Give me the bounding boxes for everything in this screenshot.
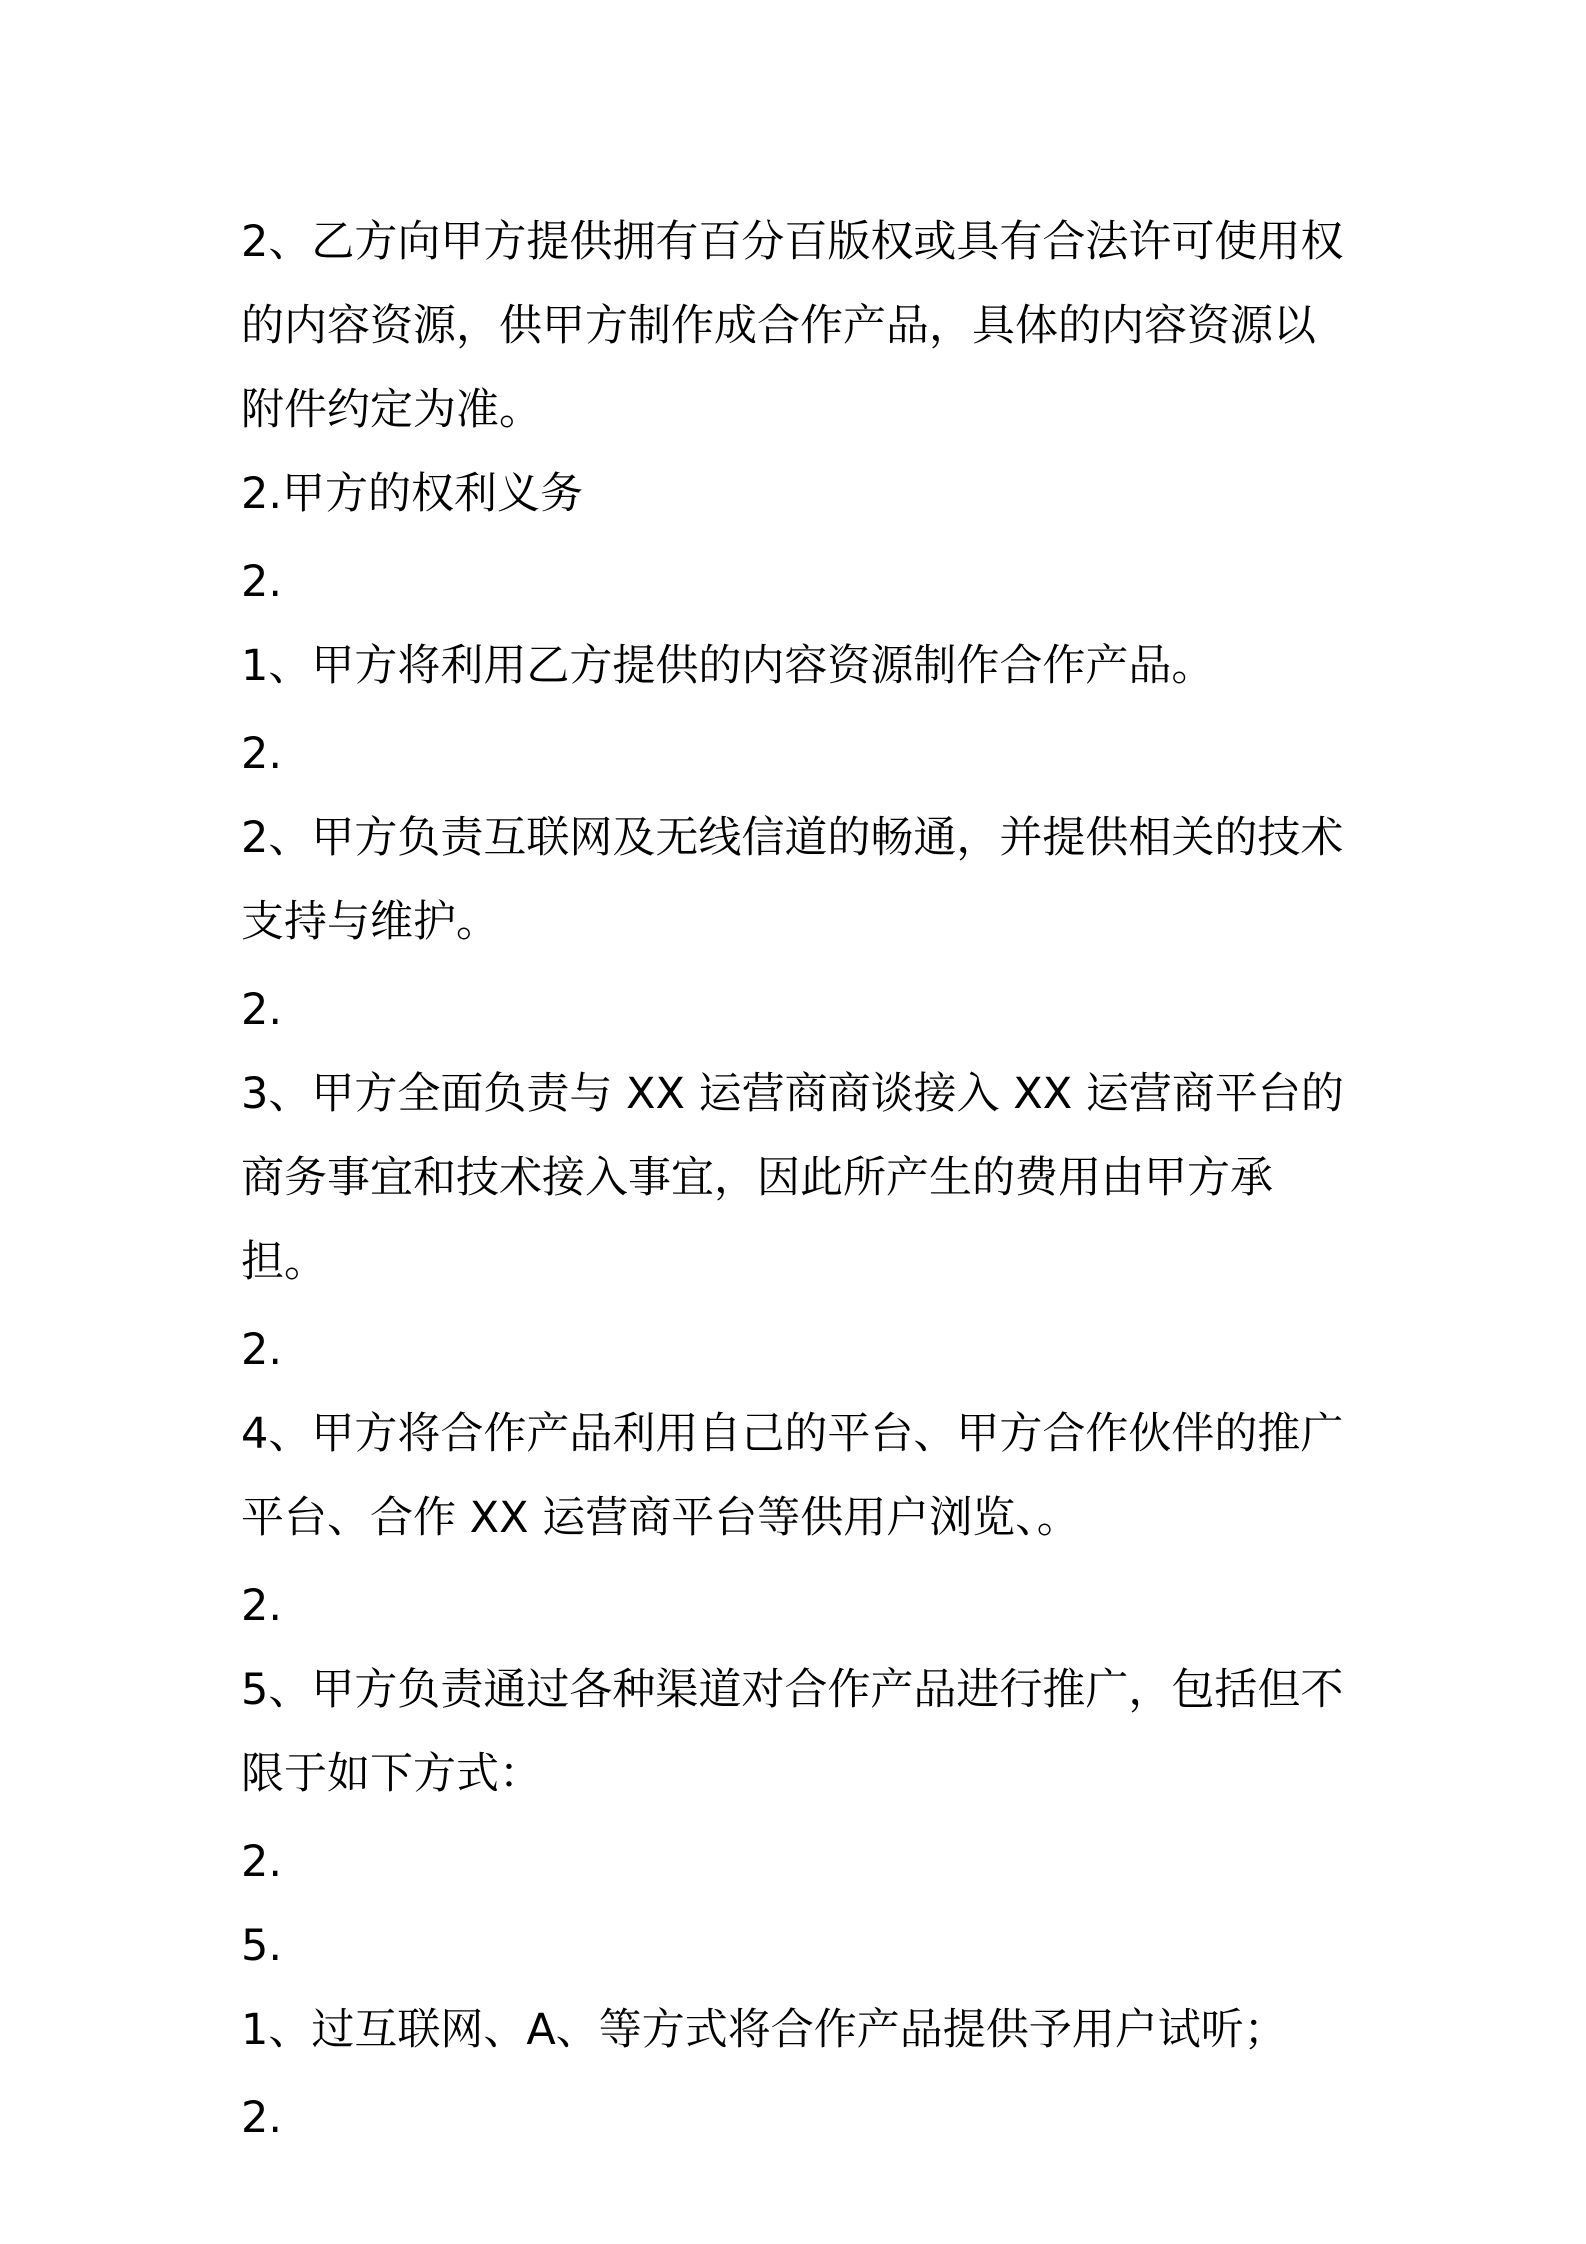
paragraph-clause-4-platforms: 4、甲方将合作产品利用自己的平台、甲方合作伙伴的推广平台、合作 XX 运营商平台等供用户浏览、。 xyxy=(241,1409,1344,1543)
clause-number: 2. xyxy=(241,2093,283,2143)
paragraph-clause-1-trial: 1、过互联网、A、等方式将合作产品提供予用户试听； xyxy=(241,2005,1287,2055)
document-body xyxy=(241,200,1351,2160)
clause-number: 2. xyxy=(241,557,283,607)
paragraph-clause-3-operator: 3、甲方全面负责与 XX 运营商商谈接入 XX 运营商平台的商务事宜和技术接入事宜，因此所产生的费用由甲方承担。 xyxy=(241,1069,1344,1287)
paragraph-clause-5-promotion: 5、甲方负责通过各种渠道对合作产品进行推广，包括但不限于如下方式： xyxy=(241,1665,1344,1799)
clause-number: 2. xyxy=(241,1325,283,1375)
paragraph-clause-2-network: 2、甲方负责互联网及无线信道的畅通，并提供相关的技术支持与维护。 xyxy=(241,813,1344,947)
clause-number: 2. xyxy=(241,729,283,779)
clause-number: 5. xyxy=(241,1921,283,1971)
section-heading-party-a-rights: 2.甲方的权利义务 xyxy=(241,469,584,519)
clause-number: 2. xyxy=(241,1581,283,1631)
paragraph-clause-2-supply: 2、乙方向甲方提供拥有百分百版权或具有合法许可使用权的内容资源，供甲方制作成合作产品，具体的内容资源以附件约定为准。 xyxy=(241,217,1344,435)
clause-number: 2. xyxy=(241,1837,283,1887)
clause-number: 2. xyxy=(241,985,283,1035)
paragraph-clause-1-produce: 1、甲方将利用乙方提供的内容资源制作合作产品。 xyxy=(241,641,1215,691)
